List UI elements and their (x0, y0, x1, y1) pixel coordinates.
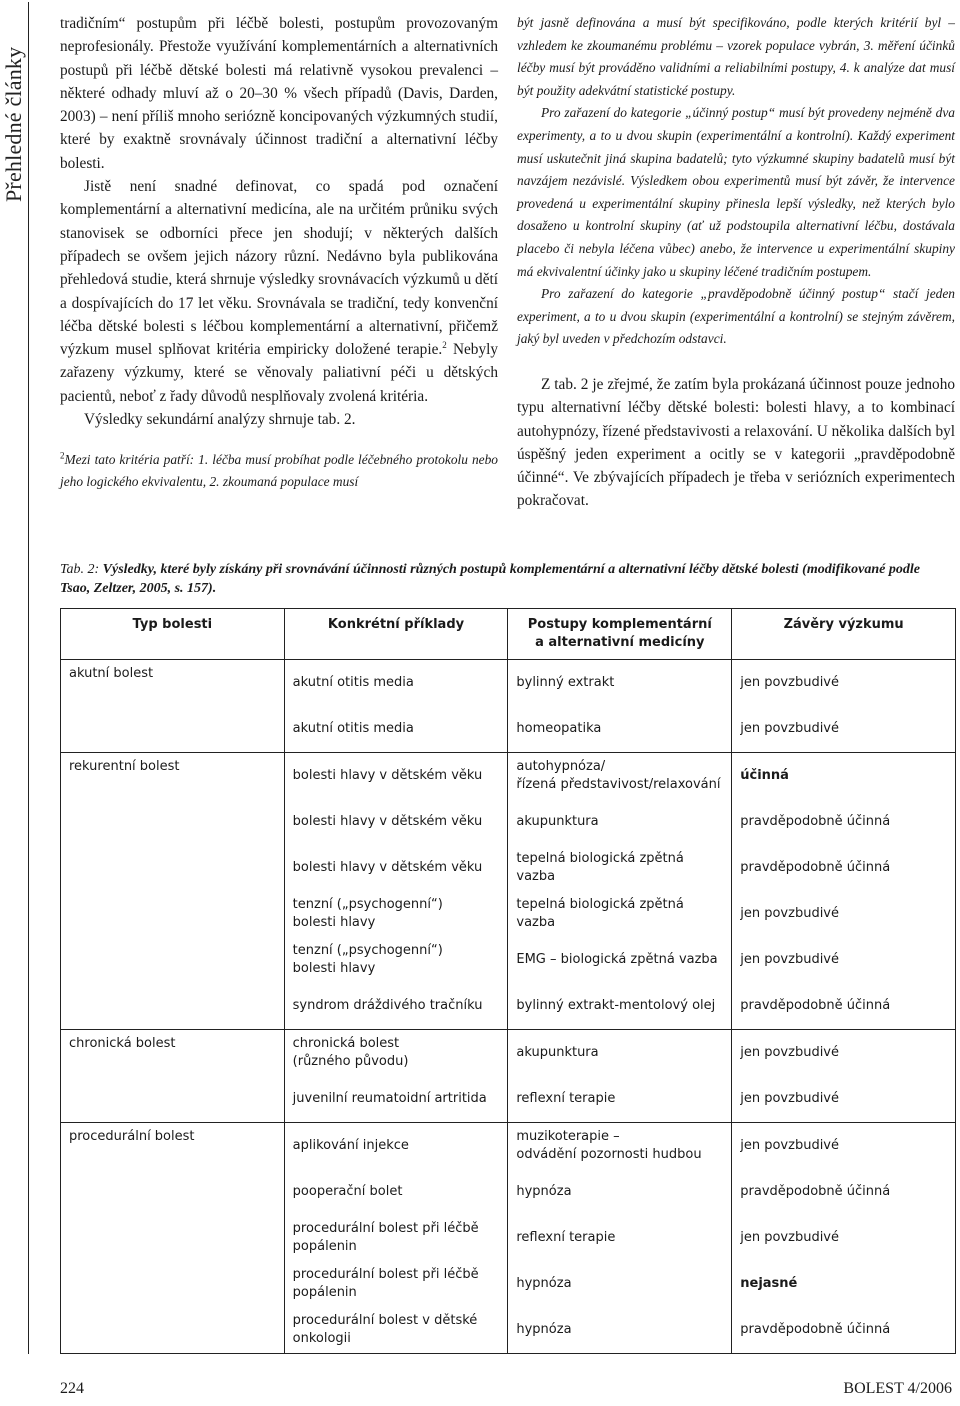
method-cell: tepelná biologická zpětná vazba (508, 845, 732, 891)
conclusion-cell: jen povzbudivé (732, 706, 956, 753)
method-cell: bylinný extrakt (508, 660, 732, 707)
left-paragraph-2: Jistě není snadné definovat, co spadá pod označení komplementární a alternativní medicína, ale na určitém průniku svých stanovisek se odborníci přece jen shodují; v některých dalších případech se ovšem jejich názory různí. Nedávno byla publikována přehledová studie, která shrnuje výsledky srovnávacích výzkumů u dětí a dospívajících do 17 let věku. Srovnávala se tradiční, tedy konvenční léčba dětské bolesti s léčbou komplementární a alternativní, přičemž výzkum musel splňovat kritéria empiricky doložené terapie.$^2$ Nebyly zařazeny výzkumy, které se věnovaly paliativní péči u dětských pacientů, neboť z řady důvodů nesplňovaly zvolená kritéria. (60, 178, 499, 405)
example-cell: tenzní („psychogenní“) bolesti hlavy (284, 937, 508, 983)
method-cell: homeopatika (508, 706, 732, 753)
method-cell: reflexní terapie (508, 1215, 732, 1261)
page-number: 224 (60, 1380, 84, 1397)
example-cell: procedurální bolest v dětské onkologii (284, 1307, 508, 1354)
example-cell: procedurální bolest při léčbě popálenin (284, 1261, 508, 1307)
method-cell: hypnóza (508, 1169, 732, 1215)
footnote: $^2$Mezi tato kritéria patří: 1. léčba musí probíhat podle léčebného protokolu nebo jeho logického ekvivalentu, 2. zkoumaná populace musí (60, 450, 498, 490)
example-cell: procedurální bolest při léčbě popálenin (284, 1215, 508, 1261)
method-cell: akupunktura (508, 1030, 732, 1077)
method-cell: muzikoterapie – odvádění pozornosti hudbou (508, 1123, 732, 1170)
caption-label: Tab. 2: (60, 562, 103, 577)
section-label: Přehledné články (1, 46, 26, 202)
footnote-number: 2 (60, 450, 65, 461)
results-table (60, 608, 956, 1354)
example-cell: aplikování injekce (284, 1123, 508, 1170)
conclusion-cell: nejasné (732, 1261, 956, 1307)
conclusion-cell: pravděpodobně účinná (732, 1307, 956, 1354)
conclusion-cell: pravděpodobně účinná (732, 845, 956, 891)
section-label-bar (2, 2, 29, 1354)
conclusion-cell: jen povzbudivé (732, 1123, 956, 1170)
caption-text: Výsledky, které byly získány při srovnávání účinnosti různých postupů komplementární a alternativní léčby dětské bolesti (modifikované podle Tsao, Zeltzer, 2005, s. 157). (60, 562, 920, 596)
right-column (517, 12, 955, 513)
method-cell: tepelná biologická zpětná vazba (508, 891, 732, 937)
footnote-probably-effective: Pro zařazení do kategorie „pravděpodobně účinný postup“ stačí jeden experiment, a to u dvou skupin (experimentální a kontrolní) se stejným závěrem, jaký byl uveden v předchozím odstavci. (517, 286, 955, 347)
conclusion-cell: jen povzbudivé (732, 660, 956, 707)
example-cell: bolesti hlavy v dětském věku (284, 845, 508, 891)
conclusion-cell: pravděpodobně účinná (732, 1169, 956, 1215)
header-pain-type: Typ bolesti (61, 609, 285, 660)
example-cell: pooperační bolet (284, 1169, 508, 1215)
table-row (61, 660, 956, 707)
method-cell: autohypnóza/ řízená představivost/relaxování (508, 753, 732, 800)
left-column (60, 12, 498, 493)
header-methods: Postupy komplementární a alternativní medicíny (508, 609, 732, 660)
category-chronic: chronická bolest (61, 1030, 285, 1123)
method-cell: reflexní terapie (508, 1076, 732, 1123)
example-cell: akutní otitis media (284, 706, 508, 753)
header-conclusions: Závěry výzkumu (732, 609, 956, 660)
footnote-continued: být jasně definována a musí být specifikováno, podle kterých kritérií byl – vzhledem ke zkoumanému problému – vzorek populace vybrán, 3. měření účinků léčby musí být prováděno validními a reliabilními postupy, 4. k analýze dat musí být použity adekvátní statistické postupy. (517, 15, 955, 98)
example-cell: tenzní („psychogenní“) bolesti hlavy (284, 891, 508, 937)
method-cell: bylinný extrakt-mentolový olej (508, 983, 732, 1030)
method-cell: hypnóza (508, 1307, 732, 1354)
footnote-effective: Pro zařazení do kategorie „účinný postup“ musí být provedeny nejméně dva experimenty, a to u dvou skupin (experimentální a kontrolní). Každý experiment musí uskutečnit jiná skupina badatelů; tyto výzkumné skupiny badatelů musí být navzájem nezávislé. Výsledkem obou experimentů musí být závěr, že intervence provedená u experimentální skupiny přinesla lepší výsledky, než kterých bylo dosaženo u kontrolní skupiny (ať už podstoupila alternativní léčbu, dostávala placebo či nebyla léčena vůbec) anebo, že intervence u experimentální skupiny má ekvivalentní účinky jako u skupiny léčené tradičním postupem. (517, 105, 955, 279)
example-cell: akutní otitis media (284, 660, 508, 707)
example-cell: chronická bolest (různého původu) (284, 1030, 508, 1077)
conclusion-cell: jen povzbudivé (732, 1030, 956, 1077)
example-cell: bolesti hlavy v dětském věku (284, 799, 508, 845)
footnote-ref: 2 (442, 340, 447, 351)
conclusion-cell: jen povzbudivé (732, 1076, 956, 1123)
category-acute: akutní bolest (61, 660, 285, 753)
category-recurrent: rekurentní bolest (61, 753, 285, 1030)
conclusion-cell: jen povzbudivé (732, 891, 956, 937)
header-examples: Konkrétní příklady (284, 609, 508, 660)
journal-name: BOLEST 4/2006 (843, 1380, 952, 1397)
right-paragraph: Z tab. 2 je zřejmé, že zatím byla prokázaná účinnost pouze jednoho typu alternativní léčby dětské bolesti: bolesti hlavy, a to kombinací autohypnózy, řízené představivosti a relaxování. U několika dalších byl úspěšný jeden experiment a ocitly se v kategorii „pravděpodobně účinné“. Ve zbývajících případech je třeba v seriózních experimentech pokračovat. (517, 375, 955, 510)
category-procedural: procedurální bolest (61, 1123, 285, 1354)
example-cell: juvenilní reumatoidní artritida (284, 1076, 508, 1123)
method-cell: EMG – biologická zpětná vazba (508, 937, 732, 983)
table-row (61, 1030, 956, 1077)
conclusion-cell: jen povzbudivé (732, 937, 956, 983)
method-cell: hypnóza (508, 1261, 732, 1307)
method-cell: akupunktura (508, 799, 732, 845)
example-cell: syndrom dráždivého tračníku (284, 983, 508, 1030)
table-header-row (61, 609, 956, 660)
table-caption (60, 560, 940, 598)
conclusion-cell: pravděpodobně účinná (732, 983, 956, 1030)
example-cell: bolesti hlavy v dětském věku (284, 753, 508, 800)
conclusion-cell: účinná (732, 753, 956, 800)
conclusion-cell: pravděpodobně účinná (732, 799, 956, 845)
table-row (61, 1123, 956, 1170)
conclusion-cell: jen povzbudivé (732, 1215, 956, 1261)
table-row (61, 753, 956, 800)
left-paragraph-3: Výsledky sekundární analýzy shrnuje tab. 2. (84, 411, 356, 429)
left-paragraph-1: tradičním“ postupům při léčbě bolesti, postupům provozovaným neprofesionály. Přestože využívání komplementárních a alternativních postupů při léčbě dětské bolesti má relativně vysokou prevalenci – některé odhady mluví až o 20–30 % všech případů (Davis, Darden, 2003) – není příliš mnoho seriózně koncipovaných výzkumných studií, které by exaktně srovnávaly účinnost tradiční a alternativní léčby bolesti. (60, 15, 498, 172)
